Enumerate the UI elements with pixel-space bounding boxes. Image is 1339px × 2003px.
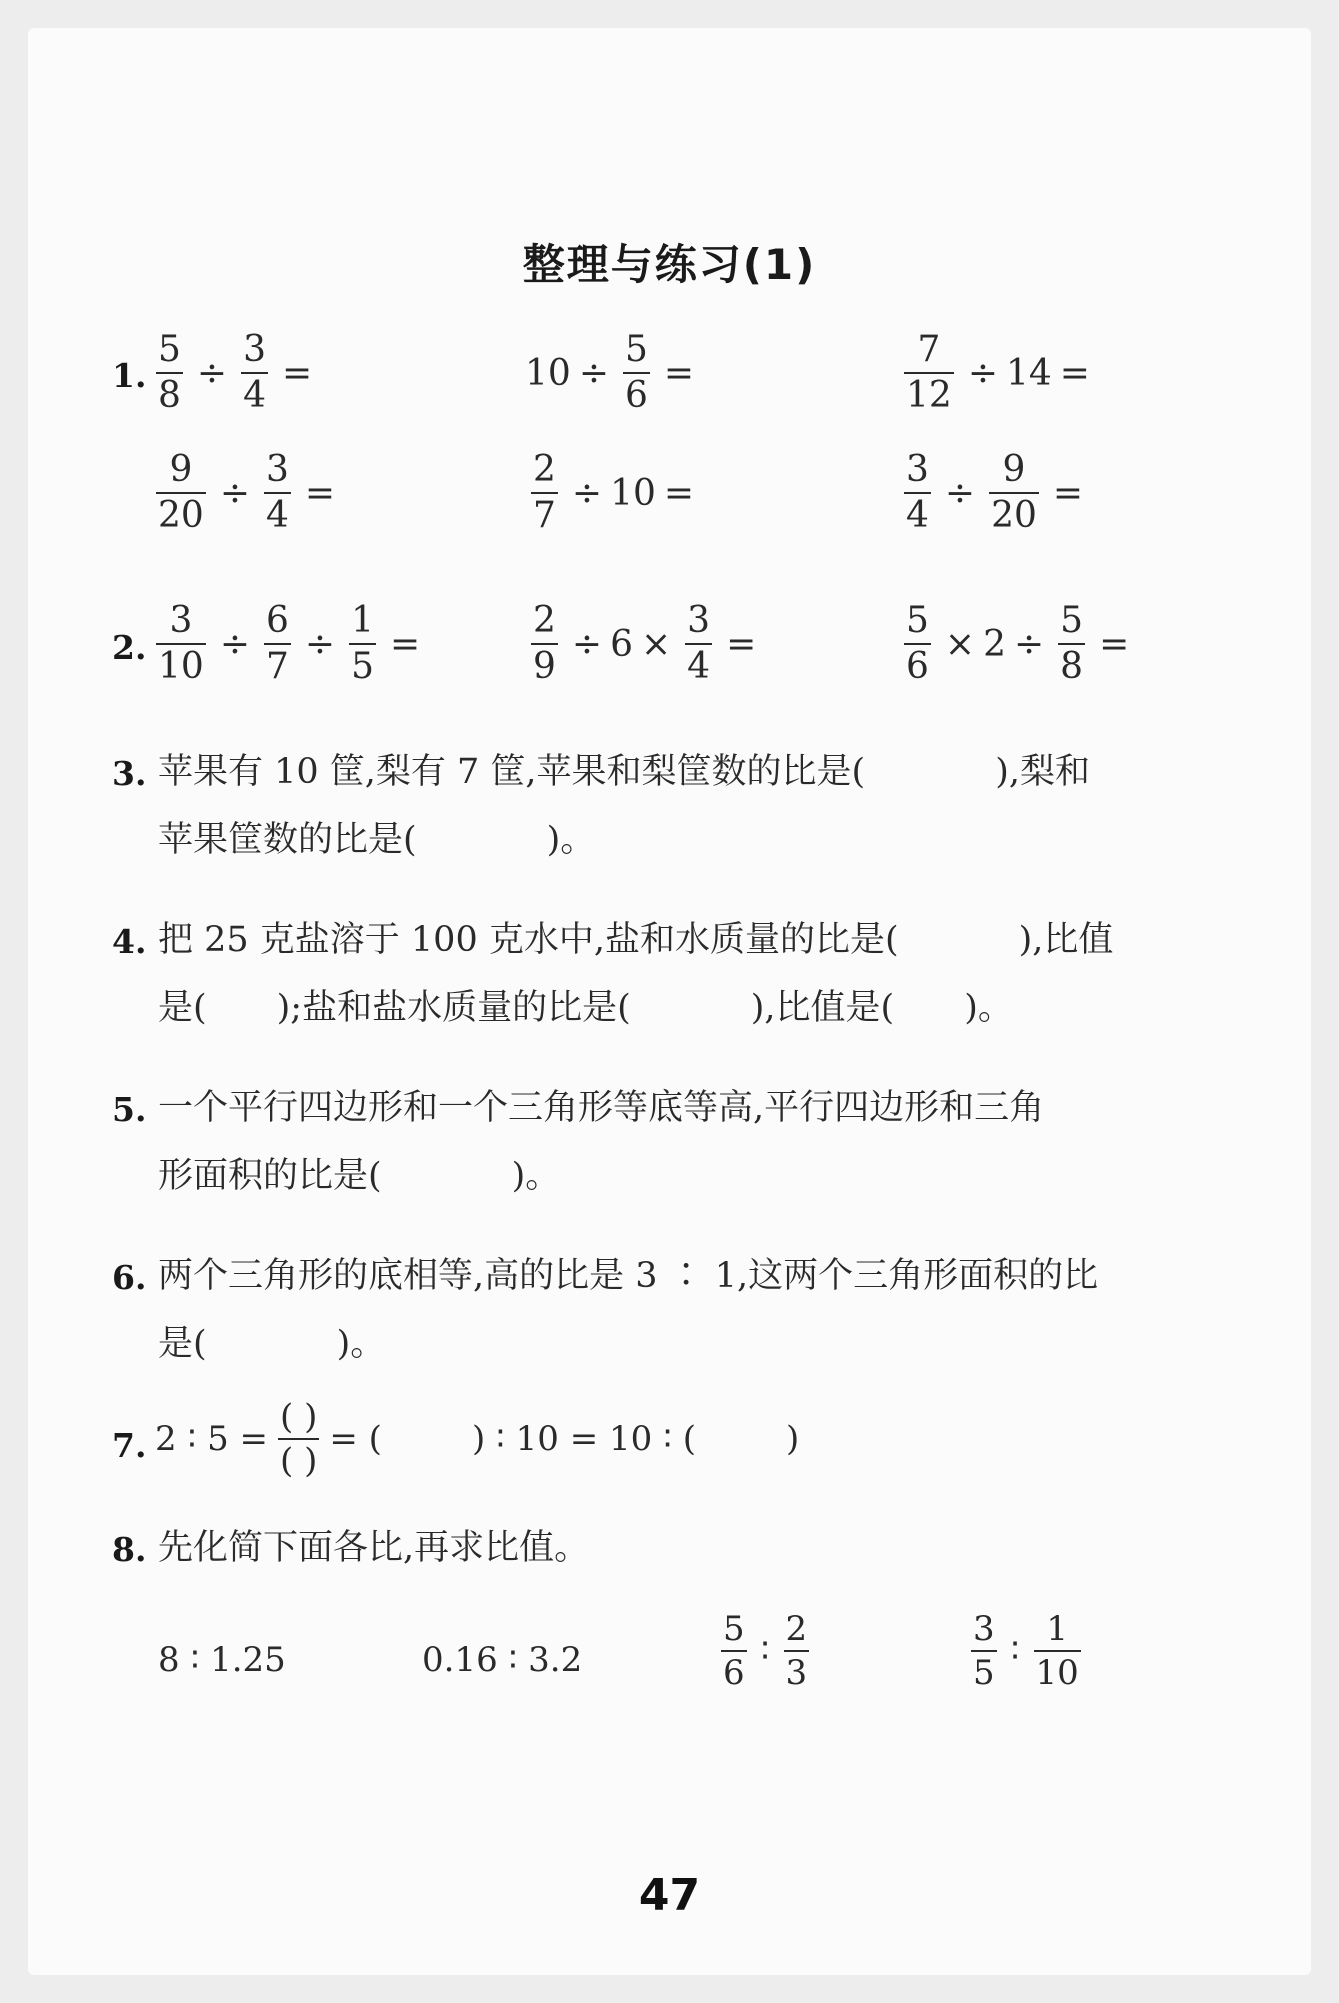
divide-sign: ÷	[967, 352, 998, 394]
page-number: 47	[638, 1870, 701, 1921]
equals-sign: =	[1059, 352, 1090, 394]
divide-sign: ÷	[571, 623, 603, 665]
equals-sign: =	[1052, 472, 1084, 514]
q5-line-2	[158, 1152, 560, 1200]
q4-number: 4.	[112, 922, 147, 961]
q8-instruction: 先化简下面各比,再求比值。	[158, 1528, 590, 1568]
q7-lhs: 2 ∶ 5 =	[155, 1419, 269, 1459]
q1-number: 1.	[112, 356, 147, 395]
q7-number: 7.	[112, 1426, 147, 1465]
q7-text: = (	[329, 1419, 382, 1459]
q7-text: )	[786, 1419, 800, 1459]
equals-sign: =	[1099, 623, 1130, 665]
q1-expr-2	[525, 329, 702, 416]
q4-text: 把 25 克盐溶于 100 克水中,盐和水质量的比是(	[158, 920, 899, 960]
divide-sign: ÷	[196, 352, 228, 394]
divide-sign: ÷	[1013, 623, 1045, 665]
q1-expr-6	[898, 449, 1091, 536]
q4-line-2	[158, 984, 1013, 1032]
q1-expr-4	[150, 449, 343, 536]
fraction: $\frac{3}{4}$	[265, 449, 289, 536]
divide-sign: ÷	[219, 623, 250, 665]
fraction: $\frac{5}{6}$	[624, 329, 648, 416]
fraction: $\frac{3}{4}$	[687, 600, 711, 687]
fraction: $\frac{9}{20}$	[991, 449, 1037, 536]
fraction: $\frac{2}{7}$	[533, 449, 556, 536]
q6-text: )。	[336, 1324, 386, 1364]
fraction: $\frac{5}{8}$	[158, 329, 181, 416]
q4-text: ),比值	[1018, 920, 1114, 960]
q4-text: );盐和盐水质量的比是(	[276, 988, 631, 1028]
page-title: 整理与练习(1)	[522, 240, 817, 289]
number: 14	[1005, 352, 1052, 394]
fraction: $\frac{1}{5}$	[351, 600, 374, 687]
equals-sign: =	[389, 623, 421, 665]
fraction: $\frac{5}{6}$	[723, 1609, 745, 1693]
q4-text: )。	[964, 988, 1013, 1028]
q3-text: 苹果有 10 筐,梨有 7 筐,苹果和梨筐数的比是(	[158, 752, 866, 792]
q3-text: )。	[546, 820, 596, 860]
fraction: $\frac{2}{9}$	[533, 600, 556, 687]
q6-text: 是(	[158, 1324, 207, 1364]
fraction: $\frac{1}{10}$	[1035, 1609, 1079, 1693]
number: 2	[983, 623, 1006, 665]
number: 10	[610, 472, 656, 514]
q5-text: )。	[511, 1156, 561, 1196]
divide-sign: ÷	[578, 352, 609, 394]
q8-number: 8.	[112, 1530, 147, 1569]
q3-line-2	[158, 816, 595, 864]
q3-line-1	[158, 748, 1090, 796]
divide-sign: ÷	[304, 623, 336, 665]
fraction: $\frac{3}{4}$	[906, 449, 929, 536]
equals-sign: =	[663, 472, 695, 514]
q5-text: 形面积的比是(	[158, 1156, 382, 1196]
q8-ratio-1: 8 ∶ 1.25	[158, 1640, 286, 1680]
q2-expr-3	[898, 600, 1137, 687]
fraction: $\frac{5}{6}$	[906, 600, 929, 687]
q5-line-1: 一个平行四边形和一个三角形等底等高,平行四边形和三角	[158, 1088, 1045, 1128]
divide-sign: ÷	[571, 472, 603, 514]
q1-expr-5	[525, 449, 702, 536]
q6-line-2	[158, 1320, 385, 1368]
fraction: $\frac{9}{20}$	[158, 449, 204, 536]
q6-line-1: 两个三角形的底相等,高的比是 3 ∶ 1,这两个三角形面积的比	[158, 1256, 1099, 1296]
ratio-sign: ∶	[1010, 1631, 1020, 1671]
q4-line-1	[158, 916, 1113, 964]
number: 10	[525, 352, 571, 394]
fraction: $\frac{3}{4}$	[243, 329, 266, 416]
q3-text: ),梨和	[995, 752, 1090, 792]
q7-expression	[155, 1397, 800, 1481]
q2-expr-2	[525, 600, 764, 687]
q1-expr-1	[150, 329, 320, 416]
q1-expr-3	[898, 329, 1098, 416]
number: 6	[610, 623, 633, 665]
fraction: $\frac{6}{7}$	[265, 600, 289, 687]
q3-number: 3.	[112, 754, 147, 793]
q3-text: 苹果筐数的比是(	[158, 820, 417, 860]
fraction: $\frac{2}{3}$	[785, 1609, 808, 1693]
multiply-sign: ×	[944, 623, 976, 665]
fraction: $\frac{3}{10}$	[158, 600, 204, 687]
divide-sign: ÷	[219, 472, 250, 514]
q8-ratio-4	[965, 1609, 1087, 1693]
equals-sign: =	[304, 472, 336, 514]
q2-expr-1	[150, 600, 428, 687]
fraction: $\frac{7}{12}$	[906, 329, 952, 416]
q8-ratio-3	[715, 1609, 815, 1693]
q8-ratio-2: 0.16 ∶ 3.2	[422, 1640, 583, 1680]
q6-number: 6.	[112, 1258, 147, 1297]
q2-number: 2.	[112, 628, 147, 667]
fraction: $\frac{3}{5}$	[973, 1609, 995, 1693]
q4-text: ),比值是(	[750, 988, 895, 1028]
divide-sign: ÷	[944, 472, 976, 514]
q4-text: 是(	[158, 988, 207, 1028]
blank-fraction[interactable]: $\frac{( )}{( )}$	[280, 1397, 318, 1481]
fraction: $\frac{5}{8}$	[1060, 600, 1084, 687]
q7-text: ) ∶ 10 = 10 ∶ (	[471, 1419, 697, 1459]
equals-sign: =	[726, 623, 757, 665]
ratio-sign: ∶	[760, 1631, 770, 1671]
q5-number: 5.	[112, 1090, 147, 1129]
equals-sign: =	[281, 352, 313, 394]
multiply-sign: ×	[640, 623, 672, 665]
equals-sign: =	[663, 352, 695, 394]
